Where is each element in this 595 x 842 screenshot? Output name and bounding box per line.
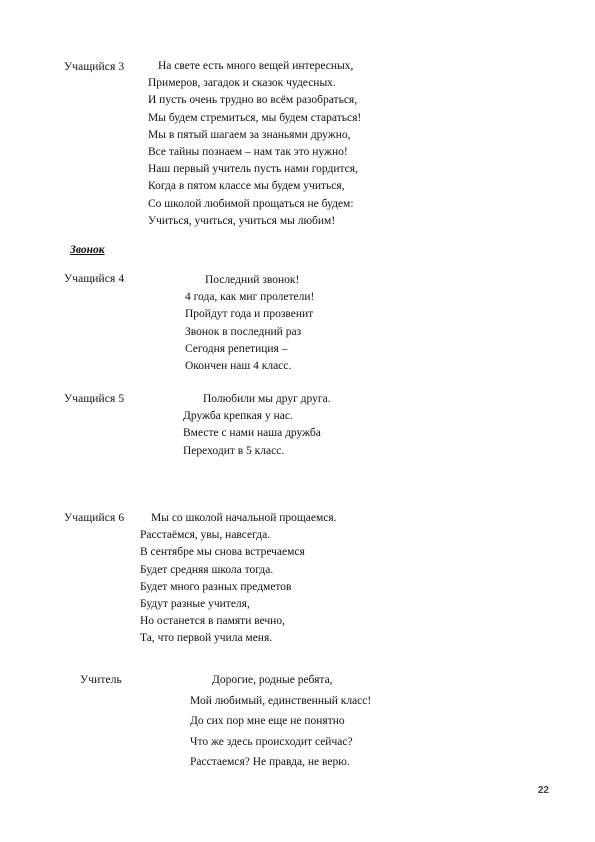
verse-line: Будет много разных предметов — [140, 580, 292, 593]
speaker-label: Учитель — [80, 674, 122, 686]
verse-line: Мы в пятый шагаем за знаньями дружно, — [148, 128, 351, 141]
speaker-label: Учащийся 3 — [64, 61, 125, 73]
verse-line: Последний звонок! — [205, 274, 300, 286]
verse-line: Будет средняя школа тогда. — [140, 563, 274, 576]
verse-line: Но останется в памяти вечно, — [140, 615, 285, 628]
verse-line: Расстаёмся, увы, навсегда. — [140, 529, 271, 542]
verse-line: Когда в пятом классе мы будем учиться, — [148, 180, 345, 193]
verse-block — [183, 391, 331, 460]
speaker-label: Учащийся 6 — [64, 512, 125, 524]
verse-line: Та, что первой учила меня. — [140, 632, 273, 645]
verse-line: На свете есть много вещей интересных, — [158, 60, 354, 72]
verse-block — [190, 670, 371, 773]
page-number: 22 — [537, 785, 549, 796]
verse-line: Наш первый учитель пусть нами гордится, — [148, 163, 358, 176]
stage-direction: Звонок — [70, 244, 105, 256]
verse-line: Учиться, учиться, учиться мы любим! — [148, 214, 336, 227]
verse-line: Мы будем стремиться, мы будем стараться! — [148, 111, 362, 124]
verse-line: Полюбили мы друг друга. — [203, 393, 331, 405]
verse-line: Что же здесь происходит сейчас? — [190, 735, 353, 748]
verse-line: Вместе с нами наша дружба — [183, 427, 321, 440]
verse-line: Примеров, загадок и сказок чудесных. — [148, 77, 336, 90]
verse-block — [140, 510, 337, 648]
verse-line: Сегодня репетиция – — [185, 342, 288, 355]
verse-block — [185, 272, 314, 375]
verse-line: Мы со школой начальной прощаемся. — [151, 512, 337, 524]
verse-line: Будут разные учителя, — [140, 598, 250, 611]
verse-line: До сих пор мне еще не понятно — [190, 715, 345, 727]
verse-line: Все тайны познаем – нам так это нужно! — [148, 146, 348, 159]
speaker-label: Учащийся 4 — [64, 273, 125, 285]
verse-line: Дорогие, родные ребята, — [212, 674, 333, 686]
verse-line: Со школой любимой прощаться не будем: — [148, 197, 354, 210]
verse-line: И пусть очень трудно во всём разобраться, — [148, 94, 358, 107]
verse-line: Дружба крепкая у нас. — [183, 410, 293, 423]
verse-line: Переходит в 5 класс. — [183, 444, 285, 457]
verse-line: Расстаемся? Не правда, не верю. — [190, 756, 350, 768]
verse-line: Звонок в последний раз — [185, 325, 302, 338]
speaker-label: Учащийся 5 — [64, 393, 125, 405]
verse-line: Пройдут года и прозвенит — [185, 308, 314, 321]
verse-block — [148, 58, 361, 230]
verse-line: 4 года, как миг пролетели! — [185, 291, 315, 304]
verse-line: Мой любимый, единственный класс! — [190, 694, 372, 707]
verse-line: В сентябре мы снова встречаемся — [140, 546, 305, 559]
verse-line: Окончен наш 4 класс. — [185, 360, 292, 373]
